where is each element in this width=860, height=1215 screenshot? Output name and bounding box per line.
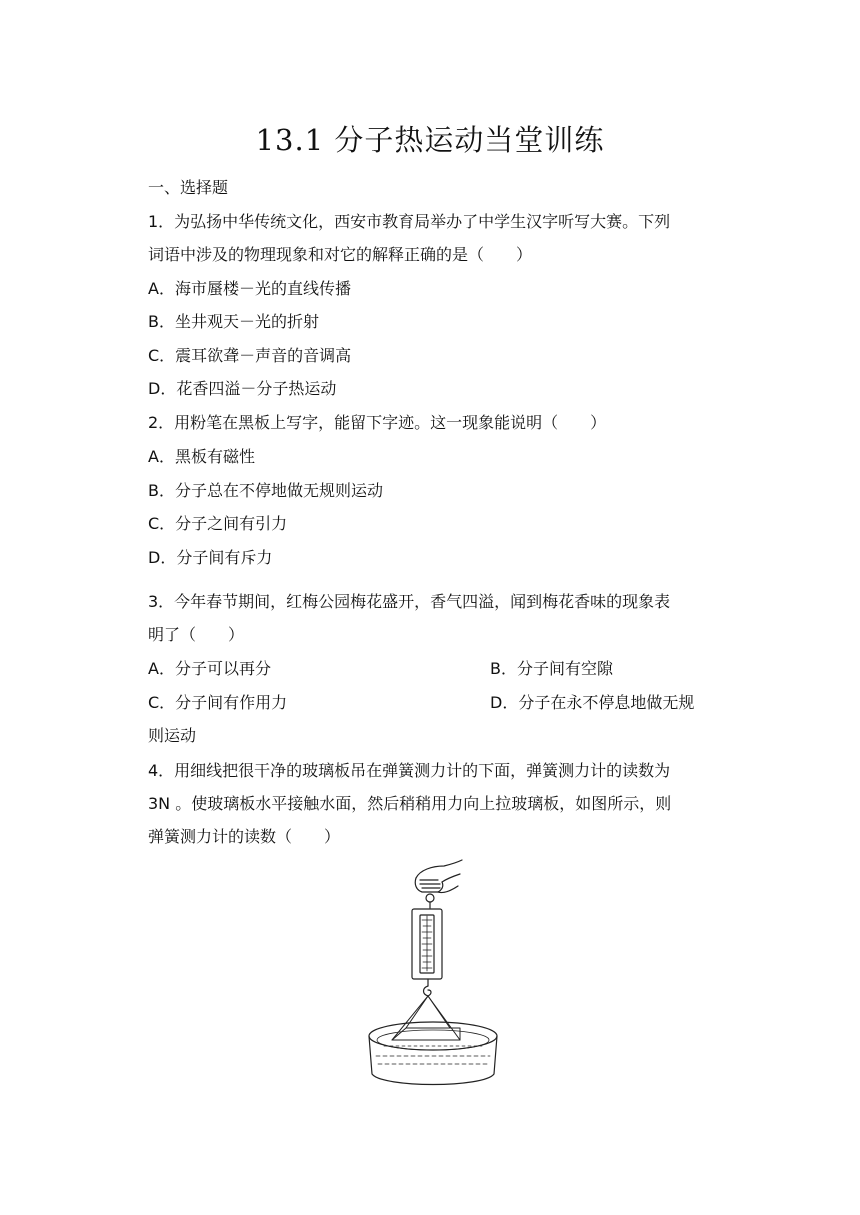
- spring-scale-icon: [412, 909, 442, 979]
- document-title: 13.1 分子热运动当堂训练: [255, 123, 605, 157]
- hook-icon: [426, 894, 434, 908]
- question-3-option-b: B．分子间有空隙: [490, 659, 613, 678]
- question-1-option-c: C．震耳欲聋－声音的音调高: [148, 346, 352, 365]
- water-basin-icon: [369, 1022, 497, 1085]
- spring-scale-figure: [362, 858, 504, 1094]
- string-icon: [392, 996, 460, 1040]
- question-3-line-1: 3．今年春节期间，红梅公园梅花盛开，香气四溢，闻到梅花香味的现象表: [148, 592, 671, 611]
- question-3-option-c: C．分子间有作用力: [148, 693, 288, 712]
- spring-scale-illustration: [362, 858, 504, 1094]
- question-1-line-2: 词语中涉及的物理现象和对它的解释正确的是（ ）: [148, 245, 533, 264]
- question-2-option-d: D．分子间有斥力: [148, 548, 273, 567]
- question-4-line-3: 弹簧测力计的读数（ ）: [148, 827, 341, 846]
- question-3-option-a: A．分子可以再分: [148, 659, 271, 678]
- hand-icon: [415, 860, 462, 893]
- question-3-option-d: D．分子在永不停息地做无规: [490, 693, 695, 712]
- question-3-option-d-continued: 则运动: [148, 726, 197, 745]
- question-2-option-b: B．分子总在不停地做无规则运动: [148, 481, 383, 500]
- question-2-line-1: 2．用粉笔在黑板上写字，能留下字迹。这一现象能说明（ ）: [148, 413, 607, 432]
- question-4-line-2: 3N 。使玻璃板水平接触水面，然后稍稍用力向上拉玻璃板，如图所示，则: [148, 794, 672, 813]
- question-2-option-c: C．分子之间有引力: [148, 514, 288, 533]
- question-1-line-1: 1．为弘扬中华传统文化，西安市教育局举办了中学生汉字听写大赛。下列: [148, 212, 671, 231]
- section-heading: 一、选择题: [148, 178, 229, 197]
- lower-hook-icon: [424, 979, 432, 996]
- question-1-option-b: B．坐井观天－光的折射: [148, 312, 319, 331]
- question-4-line-1: 4．用细线把很干净的玻璃板吊在弹簧测力计的下面，弹簧测力计的读数为: [148, 761, 671, 780]
- question-2-option-a: A．黑板有磁性: [148, 447, 255, 466]
- question-1-option-d: D．花香四溢－分子热运动: [148, 379, 337, 398]
- question-3-line-2: 明了（ ）: [148, 625, 245, 644]
- question-1-option-a: A．海市蜃楼－光的直线传播: [148, 279, 351, 298]
